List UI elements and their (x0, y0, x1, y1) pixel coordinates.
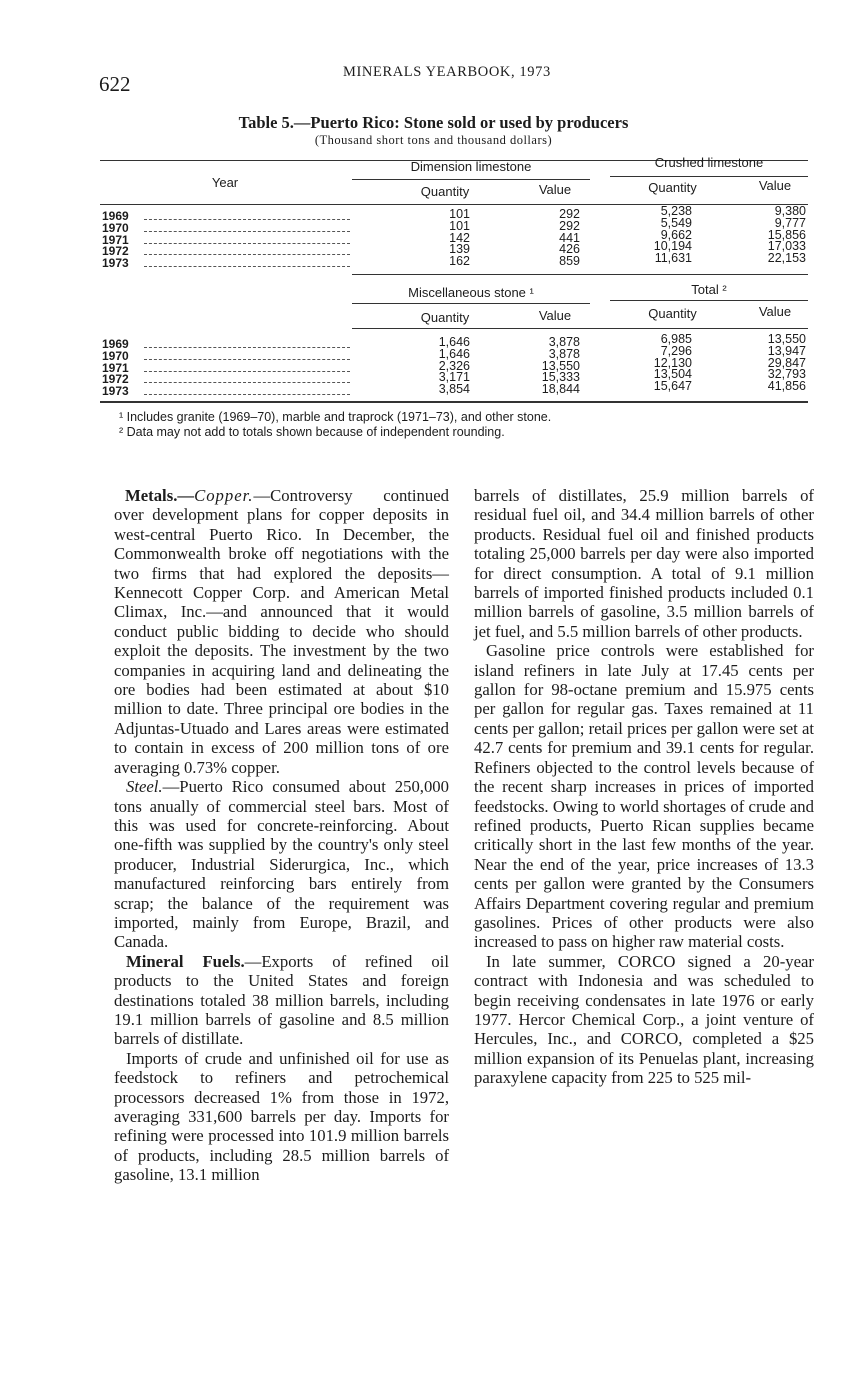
paragraph-mineral-fuels (114, 952, 449, 1049)
table-cell: 15,333 (541, 370, 580, 385)
table-cell: 5,238 (660, 204, 692, 218)
section-rule (352, 274, 808, 275)
year-label: 1972 (102, 372, 129, 387)
table-cell: 13,550 (541, 358, 580, 373)
year-label: 1971 (102, 360, 129, 375)
table-cell: 3,854 (438, 382, 470, 397)
table-cell: 18,844 (541, 382, 580, 397)
year-label: 1972 (102, 244, 129, 259)
subheading-copper: Copper. (194, 486, 254, 505)
group-header: Crushed limestone (654, 155, 764, 170)
quantity-header: Quantity (420, 310, 470, 325)
table-bottom-rule (100, 401, 808, 403)
table-cell: 1,646 (438, 346, 470, 361)
footnote-2: ² Data may not add to totals shown because of independent rounding. (119, 425, 505, 439)
section-heading-metals: Metals.— (125, 486, 195, 505)
table-cell: 7,296 (660, 343, 692, 358)
table-cell: 17,033 (767, 239, 806, 254)
running-title: MINERALS YEARBOOK, 1973 (343, 64, 551, 80)
section-heading-mineral-fuels: Mineral Fuels. (126, 951, 245, 971)
year-label: 1970 (102, 348, 129, 363)
paragraph-text: —Controversy continued over development plans for copper deposits in west-central Puerto Rico. In December, the Commonwealth broke off negotiations with the two firms that had explored the deposits—Kennecott Copper Corp. and American Metal Climax, Inc.—and announced that it would conduct public bidding to decide who should exploit the deposits. The investment by the two companies in acquiring land and delineating the ore bodies had been estimated at about $10 million to date. Three principal ore bodies in the Adjuntas-Utuado and Lares areas were estimated to contain in excess of 200 million tons of ore averaging 0.73% copper. (114, 486, 449, 777)
leader-dots (144, 394, 350, 395)
table-cell: 12,130 (653, 355, 692, 370)
table-cell: 426 (559, 242, 580, 257)
subheading-steel: Steel. (126, 777, 163, 797)
year-label: 1971 (102, 232, 129, 247)
year-label: 1973 (102, 384, 129, 399)
table-cell: 13,550 (767, 332, 806, 346)
table-cell: 9,380 (774, 204, 806, 218)
table-cell: 22,153 (767, 251, 806, 266)
table-cell: 10,194 (653, 239, 692, 254)
year-label: 1970 (102, 220, 129, 235)
right-column (474, 486, 814, 1088)
table-cell: 1,646 (438, 335, 470, 349)
table-cell: 15,647 (653, 379, 692, 394)
year-label: 1973 (102, 256, 129, 271)
header-rule (352, 328, 808, 329)
group-rule (352, 303, 590, 304)
table-cell: 142 (449, 230, 470, 245)
table-cell: 3,878 (548, 335, 580, 349)
leader-dots (144, 266, 350, 267)
table-cell: 13,947 (767, 343, 806, 358)
paragraph-text: —Puerto Rico consumed about 250,000 tons anually of commercial steel bars. Most of this was used for concrete-reinforcing. About one-fifth was supplied by the country's only steel producer, Industrial Siderurgica, Inc., which manufactured reinforcing bars entirely from scrap; the balance of the requirement was imported, mainly from Europe, Brazil, and Canada. (114, 777, 449, 952)
table-cell: 3,878 (548, 346, 580, 361)
table-cell: 292 (559, 218, 580, 233)
paragraph-copper (114, 486, 449, 777)
leader-dots (144, 254, 350, 255)
table-cell: 441 (559, 230, 580, 245)
leader-dots (144, 219, 350, 220)
table-cell: 32,793 (767, 367, 806, 382)
group-header: Total ² (691, 282, 727, 297)
year-label: 1969 (102, 209, 129, 223)
table-subtitle: (Thousand short tons and thousand dollars) (314, 133, 553, 147)
leader-dots (144, 359, 350, 360)
value-header: Value (538, 308, 572, 323)
table-cell: 6,985 (660, 332, 692, 346)
header-rule (100, 204, 808, 205)
year-header: Year (211, 175, 239, 190)
leader-dots (144, 347, 350, 348)
leader-dots (144, 382, 350, 383)
year-label: 1969 (102, 337, 129, 351)
table-cell: 11,631 (654, 251, 692, 266)
table-cell: 2,326 (438, 358, 470, 373)
table-cell: 859 (559, 254, 580, 269)
table-title: Table 5.—Puerto Rico: Stone sold or used by producers (238, 113, 629, 132)
paragraph-imports: Imports of crude and unfinished oil for use as feedstock to refiners and petrochemical processors decreased 1% from those in 1972, averaging 331,600 barrels per day. Imports for refining were processed into 101.9 million barrels of products, including 28.5 million barrels of gasoline, 13.1 million (114, 1048, 449, 1185)
paragraph-text: —Exports of refined oil products to the United States and foreign destinations totaled 38 million barrels, including 19.1 million barrels of gasoline and 8.5 million barrels of distillate. (114, 951, 449, 1049)
footnote-1: ¹ Includes granite (1969–70), marble and traprock (1971–73), and other stone. (119, 410, 552, 424)
leader-dots (144, 371, 350, 372)
table-cell: 3,171 (438, 370, 470, 385)
paragraph-corco: In late summer, CORCO signed a 20-year contract with Indonesia and was scheduled to begin receiving condensates in late 1976 or early 1977. Hercor Chemical Corp., a joint venture of Hercules, Inc., and CORCO, completed a $25 million expansion of its Penuelas plant, increasing paraxylene capacity from 225 to 525 mil- (474, 951, 814, 1088)
value-header: Value (758, 178, 792, 193)
table-cell: 29,847 (767, 355, 806, 370)
table-cell: 9,777 (774, 215, 806, 230)
table-cell: 5,549 (660, 215, 692, 230)
table-cell: 9,662 (660, 227, 692, 242)
leader-dots (144, 231, 350, 232)
page-number: 622 (99, 72, 131, 96)
table-cell: 292 (559, 207, 580, 221)
table-cell: 15,856 (767, 227, 806, 242)
table-cell: 41,856 (767, 379, 806, 394)
group-header: Miscellaneous stone ¹ (408, 285, 534, 300)
value-header: Value (538, 182, 572, 197)
quantity-header: Quantity (648, 306, 697, 321)
table-cell: 139 (449, 242, 470, 257)
group-rule (610, 176, 808, 177)
table-cell: 101 (449, 207, 470, 221)
group-rule (610, 300, 808, 301)
leader-dots (144, 243, 350, 244)
paragraph-steel (114, 777, 449, 952)
table-cell: 101 (449, 218, 470, 233)
quantity-header: Quantity (648, 180, 697, 195)
group-header: Dimension limestone (410, 159, 532, 174)
quantity-header: Quantity (420, 184, 470, 199)
value-header: Value (758, 304, 792, 319)
table-cell: 13,504 (653, 367, 692, 382)
group-rule (352, 179, 590, 180)
paragraph-gasoline-prices: Gasoline price controls were established for island refiners in late July at 17.45 cents per gallon for 98-octane premium and 15.975 cents per gallon for regular gas. Taxes remained at 11 cents per gallon; retail prices per gallon were set at 42.7 cents for premium and 39.1 cents for regular. Refiners objected to the control levels because of the recent sharp increases in prices of imported feedstocks. Owing to world shortages of crude and refined products, Puerto Rican supplies became critically short in the last few months of the year. Near the end of the year, price increases of 13.3 cents per gallon were granted by the Consumers Affairs Department covering regular and premium gasolines. Prices of other products were also increased to pass on higher raw material costs. (474, 641, 814, 952)
left-column (114, 486, 449, 1185)
paragraph-imports-continued: barrels of distillates, 25.9 million barrels of residual fuel oil, and 34.4 million barrels of other products. Residual fuel oil and finished products totaling 25,000 barrels per day were also imported for direct consumption. A total of 9.1 million barrels of imported finished products included 0.1 million barrels of gasoline, 3.5 million barrels of jet fuel, and 5.5 million barrels of other products. (474, 486, 814, 641)
table-cell: 162 (449, 254, 470, 269)
